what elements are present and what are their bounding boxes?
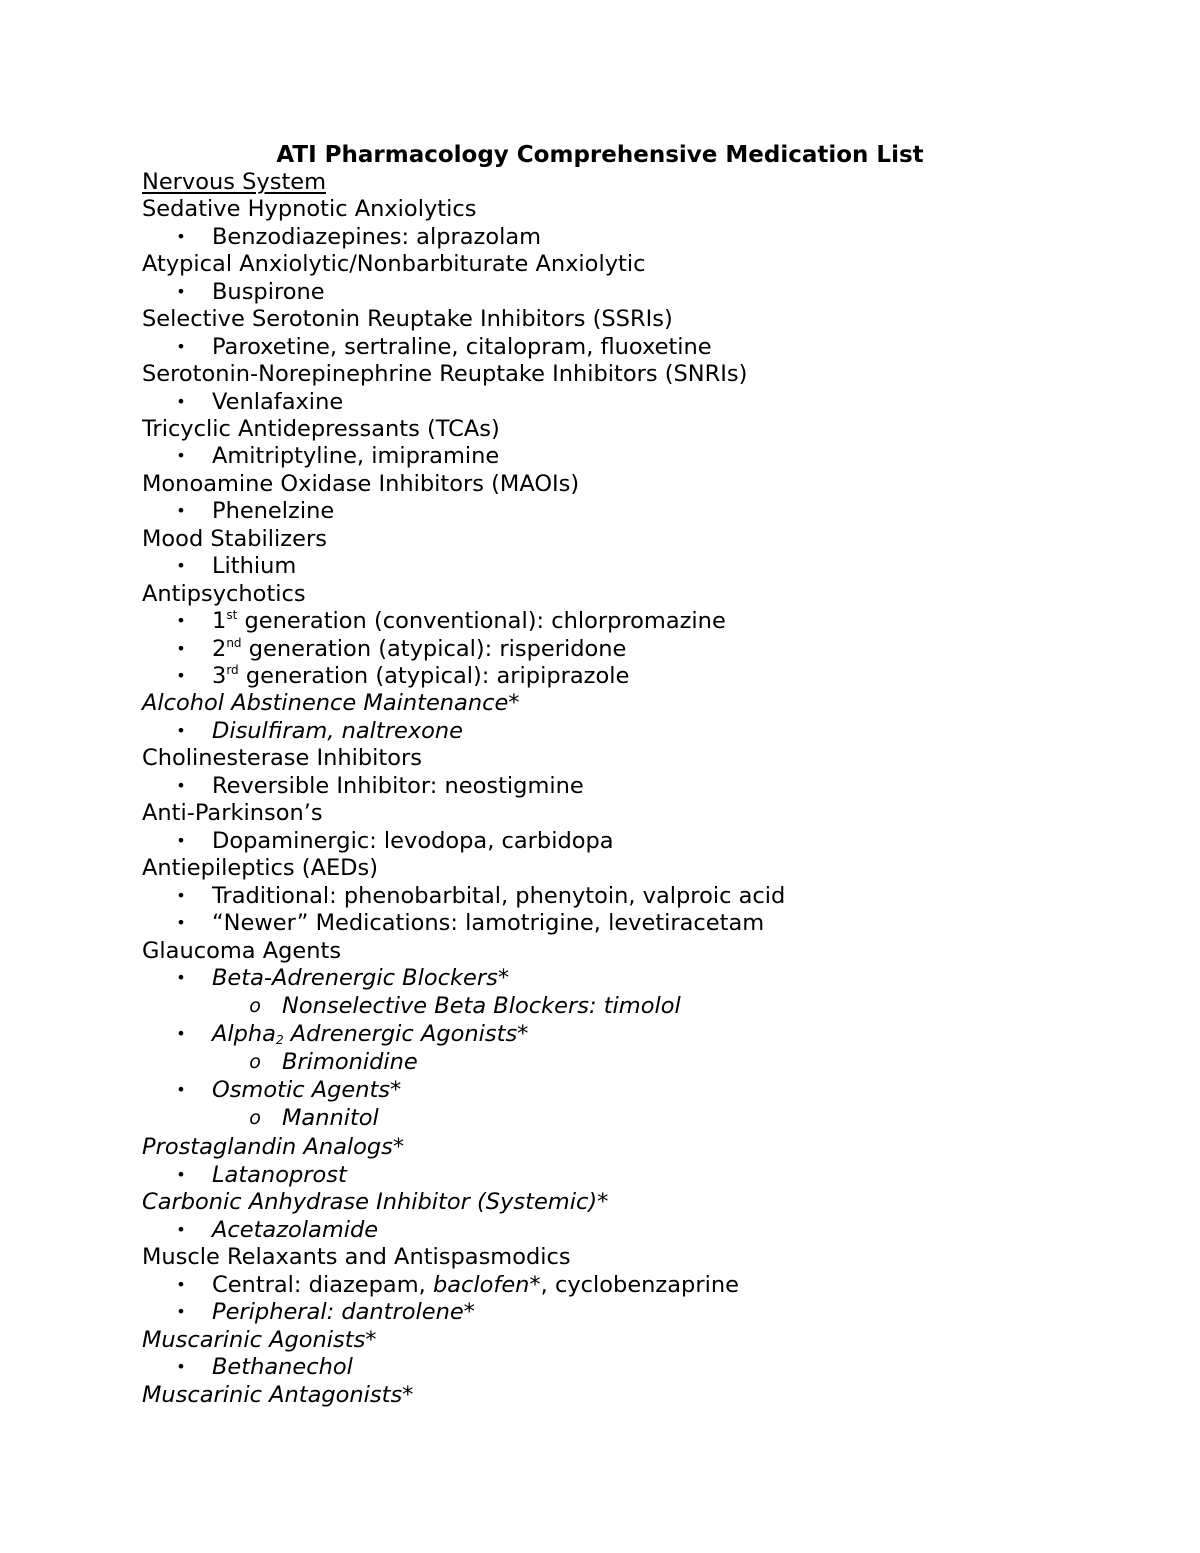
sub-list-item-text: Brimonidine xyxy=(282,1049,418,1075)
list-item xyxy=(0,717,1200,745)
list-item xyxy=(0,909,1200,937)
bullet-icon: • xyxy=(176,831,186,850)
list-item-text: Reversible Inhibitor: neostigmine xyxy=(212,773,584,799)
drug-class-heading xyxy=(0,1243,1200,1271)
drug-class-heading xyxy=(0,525,1200,553)
bullet-icon: • xyxy=(176,227,186,246)
list-item xyxy=(0,223,1200,251)
list-item xyxy=(0,497,1200,525)
drug-class-heading xyxy=(0,415,1200,443)
list-item xyxy=(0,1076,1200,1104)
list-item xyxy=(0,552,1200,580)
list-item xyxy=(0,607,1200,635)
drug-class-heading xyxy=(0,305,1200,333)
list-item-text: Paroxetine, sertraline, citalopram, fluoxetine xyxy=(212,334,712,360)
list-item-text: Dopaminergic: levodopa, carbidopa xyxy=(212,828,614,854)
drug-class-heading xyxy=(0,360,1200,388)
list-item-text: 2nd generation (atypical): risperidone xyxy=(212,636,627,662)
section-heading-text: Nervous System xyxy=(142,169,327,195)
sub-list-item xyxy=(0,1048,1200,1076)
list-item xyxy=(0,1353,1200,1381)
list-item-text: Alpha$_2$ Adrenergic Agonists* xyxy=(212,1021,529,1047)
drug-class-heading xyxy=(0,689,1200,717)
heading-text: Prostaglandin Analogs* xyxy=(142,1134,405,1160)
list-item-text: Acetazolamide xyxy=(212,1217,379,1243)
drug-class-heading xyxy=(0,1326,1200,1354)
bullet-icon: • xyxy=(176,1357,186,1376)
bullet-icon: • xyxy=(176,337,186,356)
drug-class-heading xyxy=(0,799,1200,827)
heading-text: Cholinesterase Inhibitors xyxy=(142,745,422,771)
list-item-text: Disulfiram, naltrexone xyxy=(212,718,464,744)
list-item xyxy=(0,827,1200,855)
drug-class-heading xyxy=(0,580,1200,608)
bullet-icon: • xyxy=(176,1275,186,1294)
bullet-icon: • xyxy=(176,1302,186,1321)
sub-list-item-text: Nonselective Beta Blockers: timolol xyxy=(282,993,681,1019)
heading-text: Mood Stabilizers xyxy=(142,526,327,552)
list-item-text: Osmotic Agents* xyxy=(212,1077,402,1103)
bullet-icon: • xyxy=(176,501,186,520)
bullet-icon: • xyxy=(176,1080,186,1099)
bullet-icon: • xyxy=(176,776,186,795)
drug-class-heading xyxy=(0,1381,1200,1409)
bullet-icon: • xyxy=(176,1220,186,1239)
heading-text: Monoamine Oxidase Inhibitors (MAOIs) xyxy=(142,471,580,497)
heading-text: Alcohol Abstinence Maintenance* xyxy=(142,690,520,716)
heading-text: Sedative Hypnotic Anxiolytics xyxy=(142,196,477,222)
heading-text: Carbonic Anhydrase Inhibitor (Systemic)* xyxy=(142,1189,609,1215)
sub-list-item xyxy=(0,1104,1200,1132)
drug-class-heading xyxy=(0,744,1200,772)
list-item xyxy=(0,1216,1200,1244)
list-item-text: 3rd generation (atypical): aripiprazole xyxy=(212,663,630,689)
list-item xyxy=(0,1161,1200,1189)
list-item xyxy=(0,772,1200,800)
sub-list-item xyxy=(0,992,1200,1020)
heading-text: Glaucoma Agents xyxy=(142,938,342,964)
drug-class-heading xyxy=(0,937,1200,965)
list-item xyxy=(0,1298,1200,1326)
bullet-icon: • xyxy=(176,886,186,905)
list-item xyxy=(0,635,1200,663)
drug-class-heading xyxy=(0,470,1200,498)
heading-text: Antipsychotics xyxy=(142,581,306,607)
bullet-icon: • xyxy=(176,611,186,630)
bullet-icon: • xyxy=(176,556,186,575)
sub-list-item-text: Mannitol xyxy=(282,1105,379,1131)
drug-class-heading xyxy=(0,854,1200,882)
document-title: ATI Pharmacology Comprehensive Medication List xyxy=(276,142,924,168)
list-item xyxy=(0,662,1200,690)
drug-class-heading xyxy=(0,1188,1200,1216)
sub-bullet-icon: o xyxy=(249,1107,261,1129)
list-item-text: Phenelzine xyxy=(212,498,335,524)
list-item xyxy=(0,964,1200,992)
list-item-text: Venlafaxine xyxy=(212,389,344,415)
list-item-text: Benzodiazepines: alprazolam xyxy=(212,224,542,250)
bullet-icon: • xyxy=(176,913,186,932)
bullet-icon: • xyxy=(176,721,186,740)
bullet-icon: • xyxy=(176,639,186,658)
heading-text: Atypical Anxiolytic/Nonbarbiturate Anxiolytic xyxy=(142,251,646,277)
list-item-text: Buspirone xyxy=(212,279,325,305)
list-item-text: Central: diazepam, baclofen*, cyclobenzaprine xyxy=(212,1272,739,1298)
heading-text: Selective Serotonin Reuptake Inhibitors (SSRIs) xyxy=(142,306,673,332)
heading-text: Muscarinic Agonists* xyxy=(142,1327,377,1353)
heading-text: Tricyclic Antidepressants (TCAs) xyxy=(142,416,500,442)
bullet-icon: • xyxy=(176,392,186,411)
list-item-text: 1st generation (conventional): chlorpromazine xyxy=(212,608,726,634)
heading-text: Antiepileptics (AEDs) xyxy=(142,855,379,881)
bullet-icon: • xyxy=(176,446,186,465)
heading-text: Anti-Parkinson’s xyxy=(142,800,323,826)
list-item-text: Lithium xyxy=(212,553,297,579)
drug-class-heading xyxy=(0,250,1200,278)
list-item-text: Peripheral: dantrolene* xyxy=(212,1299,475,1325)
sub-bullet-icon: o xyxy=(249,1051,261,1073)
list-item xyxy=(0,388,1200,416)
list-item xyxy=(0,882,1200,910)
drug-class-heading xyxy=(0,1133,1200,1161)
heading-text: Muscarinic Antagonists* xyxy=(142,1382,414,1408)
heading-text: Muscle Relaxants and Antispasmodics xyxy=(142,1244,571,1270)
list-item-text: Amitriptyline, imipramine xyxy=(212,443,500,469)
list-item xyxy=(0,333,1200,361)
list-item-text: “Newer” Medications: lamotrigine, levetiracetam xyxy=(212,910,765,936)
drug-class-heading xyxy=(0,195,1200,223)
list-item xyxy=(0,1271,1200,1299)
sub-bullet-icon: o xyxy=(249,995,261,1017)
list-item-text: Beta-Adrenergic Blockers* xyxy=(212,965,510,991)
list-item-text: Latanoprost xyxy=(212,1162,347,1188)
list-item xyxy=(0,1020,1200,1048)
list-item-text: Bethanechol xyxy=(212,1354,353,1380)
bullet-icon: • xyxy=(176,968,186,987)
list-item xyxy=(0,278,1200,306)
section-heading xyxy=(0,168,1200,196)
bullet-icon: • xyxy=(176,282,186,301)
bullet-icon: • xyxy=(176,1165,186,1184)
list-item xyxy=(0,442,1200,470)
bullet-icon: • xyxy=(176,666,186,685)
list-item-text: Traditional: phenobarbital, phenytoin, valproic acid xyxy=(212,883,786,909)
bullet-icon: • xyxy=(176,1024,186,1043)
heading-text: Serotonin-Norepinephrine Reuptake Inhibitors (SNRIs) xyxy=(142,361,748,387)
